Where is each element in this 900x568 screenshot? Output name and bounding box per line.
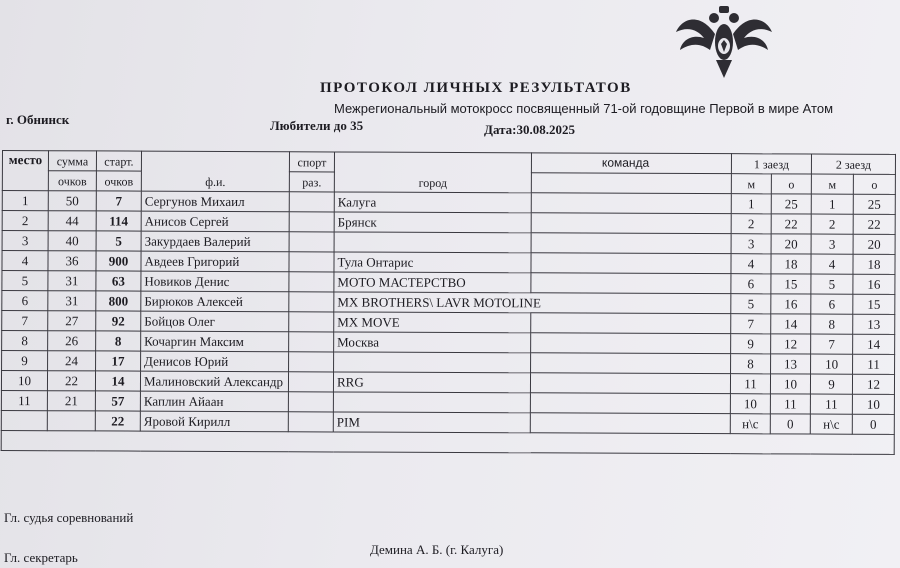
cell-sum: 50 [48, 191, 96, 211]
col-name: ф.и. [141, 151, 289, 192]
cell-sport [288, 412, 333, 432]
cell-r1-m: 9 [731, 334, 771, 354]
cell-team [531, 333, 731, 354]
cell-r2-o: 15 [853, 294, 895, 314]
cell-r2-o: 12 [852, 374, 894, 394]
venue-city: г. Обнинск [6, 112, 70, 127]
cell-team [531, 253, 731, 274]
cell-city: Москва [334, 332, 531, 353]
col-race2-o: о [853, 174, 895, 194]
cell-number: 17 [96, 351, 141, 371]
cell-r2-m: 10 [811, 354, 853, 374]
cell-city: МОТО МАСТЕРСТВО [334, 272, 531, 293]
cell-sport [289, 212, 334, 232]
cell-name: Каплин Айаан [140, 391, 288, 412]
cell-place: 2 [2, 211, 48, 231]
cell-sum: 31 [48, 271, 96, 291]
col-race1-o: о [771, 174, 811, 194]
cell-number: 7 [96, 191, 141, 211]
cell-r1-m: 3 [731, 234, 771, 254]
cell-r1-o: 22 [771, 214, 811, 234]
cell-sport [288, 392, 333, 412]
cell-r2-m: 5 [811, 274, 853, 294]
col-place: место [2, 151, 48, 191]
cell-sum: 40 [48, 231, 96, 251]
cell-name: Яровой Кирилл [140, 411, 288, 432]
col-start: старт. [96, 151, 141, 171]
cell-city: RRG [333, 372, 530, 393]
cell-number: 900 [96, 251, 141, 271]
col-sum: сумма [48, 151, 96, 171]
cell-r2-o: 10 [852, 394, 894, 414]
chief-judge-label: Гл. судья соревнований [4, 510, 134, 525]
cell-name: Кочаргин Максим [141, 331, 289, 352]
cell-r1-o: 12 [771, 334, 811, 354]
cell-sum: 21 [47, 391, 95, 411]
cell-name: Малиновский Александр [140, 371, 288, 392]
cell-r1-o: 11 [770, 394, 810, 414]
cell-sum: 44 [48, 211, 96, 231]
cell-r1-m: 8 [731, 354, 771, 374]
protocol-title: ПРОТОКОЛ ЛИЧНЫХ РЕЗУЛЬТАТОВ [320, 80, 632, 96]
cell-sum: 26 [48, 331, 96, 351]
cell-r2-m: 6 [811, 294, 853, 314]
cell-number: 14 [95, 371, 140, 391]
cell-sport [289, 332, 334, 352]
cell-number: 5 [96, 231, 141, 251]
cell-r2-m: 2 [811, 214, 853, 234]
cell-sport [289, 272, 334, 292]
col-start-sub: очков [96, 171, 141, 191]
cell-city [334, 232, 531, 253]
table-footer-row [1, 430, 894, 454]
cell-r2-o: 18 [853, 254, 895, 274]
cell-r1-m: 1 [731, 194, 771, 214]
cell-name: Денисов Юрий [141, 351, 289, 372]
cell-sum: 31 [48, 291, 96, 311]
cell-r1-m: 4 [731, 254, 771, 274]
cell-r2-m: 7 [811, 334, 853, 354]
cell-place: 10 [1, 371, 47, 391]
cell-place: 8 [2, 331, 48, 351]
event-name: Межрегиональный мотокросс посвященный 71-ой годовщине Первой в мире Атом [334, 101, 834, 116]
cell-team [530, 373, 730, 394]
cell-r2-o: 11 [853, 354, 895, 374]
cell-sport [289, 312, 334, 332]
cell-r1-m: 5 [731, 294, 771, 314]
cell-place: 6 [2, 291, 48, 311]
cell-sport [289, 192, 334, 212]
cell-r1-m: н\с [730, 414, 770, 434]
cell-number: 8 [96, 331, 141, 351]
col-race1: 1 заезд [731, 154, 811, 174]
cell-r1-o: 10 [770, 374, 810, 394]
cell-city: MX BROTHERS\ LAVR MOTOLINE [334, 292, 731, 314]
cell-r1-m: 11 [730, 374, 770, 394]
race-date: Дата:30.08.2025 [484, 122, 575, 137]
cell-team [531, 313, 731, 334]
col-team: команда [531, 153, 731, 174]
cell-r1-o: 18 [771, 254, 811, 274]
cell-r1-m: 7 [731, 314, 771, 334]
cell-r1-o: 0 [770, 414, 810, 434]
cell-number: 92 [96, 311, 141, 331]
col-sum-sub: очков [48, 171, 96, 191]
cell-team [531, 233, 731, 254]
cell-team [531, 213, 731, 234]
cell-sum: 27 [48, 311, 96, 331]
cell-r2-m: 1 [811, 194, 853, 214]
cell-r1-o: 16 [771, 294, 811, 314]
cell-r1-m: 10 [730, 394, 770, 414]
cell-sum: 24 [48, 351, 96, 371]
cell-r2-m: н\с [810, 414, 852, 434]
cell-place: 7 [2, 311, 48, 331]
cell-name: Авдеев Григорий [141, 251, 289, 272]
cell-number: 63 [96, 271, 141, 291]
col-sport-sub: раз. [289, 172, 334, 192]
cell-r2-m: 3 [811, 234, 853, 254]
cell-place: 4 [2, 251, 48, 271]
cell-number: 57 [95, 391, 140, 411]
col-city: город [334, 152, 531, 193]
cell-name: Закурдаев Валерий [141, 231, 289, 252]
cell-team [531, 193, 731, 214]
cell-city: PIM [333, 412, 530, 433]
col-race2: 2 заезд [811, 154, 895, 174]
cell-place: 1 [2, 191, 48, 211]
cell-r2-m: 11 [810, 394, 852, 414]
cell-team [530, 413, 730, 434]
cell-r2-o: 22 [853, 214, 895, 234]
chief-secretary-label: Гл. секретарь [4, 550, 78, 565]
cell-name: Бирюков Алексей [141, 291, 289, 312]
cell-r2-m: 4 [811, 254, 853, 274]
cell-r2-o: 20 [853, 234, 895, 254]
cell-r1-o: 25 [771, 194, 811, 214]
cell-place: 11 [1, 390, 47, 410]
secretary-name: Демина А. Б. (г. Калуга) [370, 542, 504, 557]
cell-place: 9 [2, 351, 48, 371]
col-team-sub [531, 173, 731, 194]
cell-r1-o: 15 [771, 274, 811, 294]
cell-place: 3 [2, 231, 48, 251]
cell-sport [289, 252, 334, 272]
cell-r1-m: 6 [731, 274, 771, 294]
col-race1-m: м [731, 174, 771, 194]
cell-city: MX MOVE [334, 312, 531, 333]
cell-r2-o: 14 [853, 334, 895, 354]
cell-number: 800 [96, 291, 141, 311]
cell-place: 5 [2, 271, 48, 291]
cell-r2-m: 8 [811, 314, 853, 334]
cell-city: Брянск [334, 212, 531, 233]
cell-r1-m: 2 [731, 214, 771, 234]
cell-sum: 22 [47, 371, 95, 391]
cell-name: Анисов Сергей [141, 211, 289, 232]
cell-city [334, 352, 531, 373]
cell-team [531, 353, 731, 374]
cell-sport [289, 292, 334, 312]
cell-name: Новиков Денис [141, 271, 289, 292]
results-table [1, 150, 896, 455]
cell-sport [288, 372, 333, 392]
col-sport: спорт [289, 152, 334, 172]
cell-name: Сергунов Михаил [141, 191, 289, 212]
cell-r1-o: 13 [771, 354, 811, 374]
cell-sport [289, 232, 334, 252]
cell-team [530, 393, 730, 414]
cell-team [531, 273, 731, 294]
cell-sum: 36 [48, 251, 96, 271]
cell-r2-o: 16 [853, 274, 895, 294]
emblem-logo [670, 4, 778, 80]
cell-city [333, 392, 530, 413]
cell-r2-o: 0 [852, 414, 894, 434]
cell-number: 114 [96, 211, 141, 231]
race-class: Любители до 35 [270, 118, 364, 133]
cell-city: Калуга [334, 192, 531, 213]
cell-r1-o: 20 [771, 234, 811, 254]
cell-name: Бойцов Олег [141, 311, 289, 332]
cell-r2-m: 9 [810, 374, 852, 394]
cell-sum [47, 411, 95, 431]
cell-r2-o: 13 [853, 314, 895, 334]
cell-place [1, 410, 47, 430]
cell-number: 22 [95, 411, 140, 431]
cell-r1-o: 14 [771, 314, 811, 334]
cell-r2-o: 25 [853, 194, 895, 214]
cell-city: Тула Онтарис [334, 252, 531, 273]
col-race2-m: м [811, 174, 853, 194]
empty-footer-cell [1, 430, 894, 454]
cell-sport [289, 352, 334, 372]
